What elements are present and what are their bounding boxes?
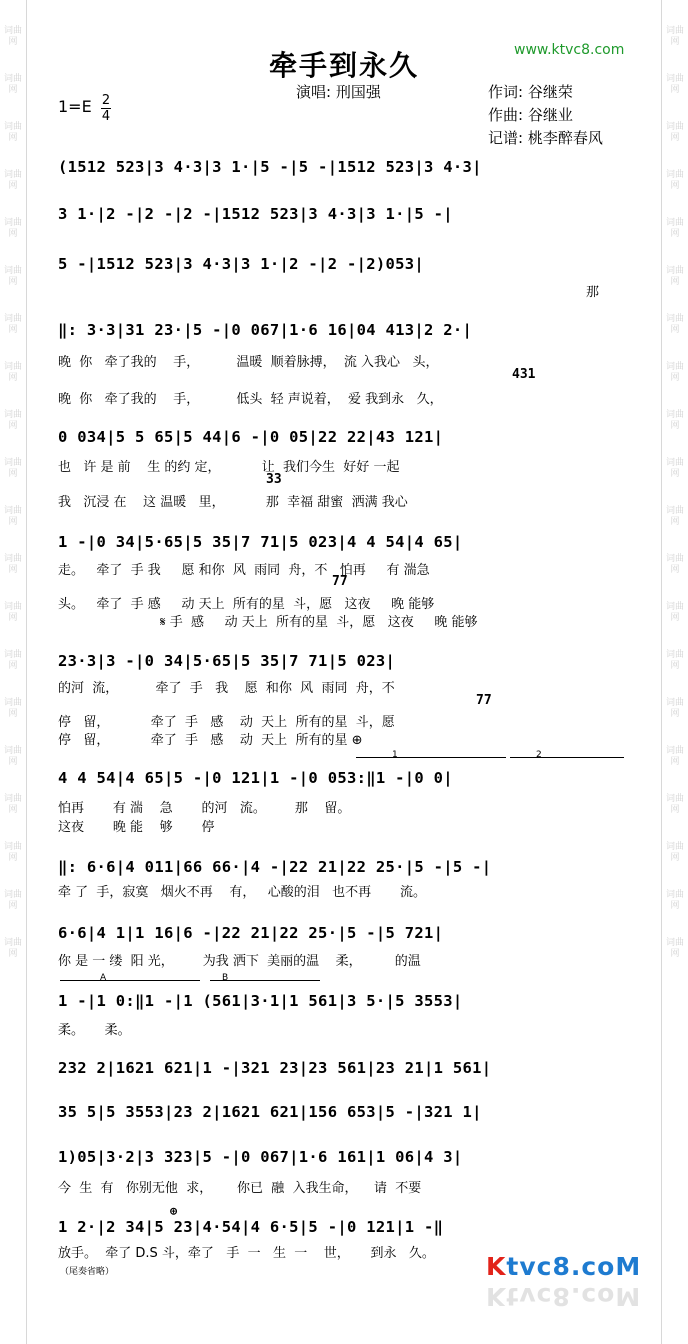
watermark-text: 词曲网 — [3, 218, 22, 239]
watermark-text: 词曲网 — [665, 506, 684, 527]
volta-bracket-2 — [510, 757, 624, 758]
score-line: 35 5|5 3553|23 2|1621 621|156 653|5 -|321 1| — [58, 1103, 482, 1121]
alt-notes: 77 — [476, 693, 492, 708]
score-line: 5 -|1512 523|3 4·3|3 1·|2 -|2 -|2)053| — [58, 255, 425, 273]
score-line: 4 4 54|4 65|5 -|0 121|1 -|0 053:‖1 -|0 0| — [58, 769, 453, 787]
logo-reflection-letter: K — [486, 1282, 507, 1311]
watermark-text: 词曲网 — [3, 26, 22, 47]
singer-credit: 演唱: 刑国强 — [296, 83, 381, 101]
watermark-text: 词曲网 — [3, 74, 22, 95]
time-signature-bottom: 4 — [101, 109, 111, 124]
watermark-text: 词曲网 — [3, 458, 22, 479]
watermark-text: 词曲网 — [3, 506, 22, 527]
composer-credit: 作曲: 谷继业 — [488, 106, 573, 124]
logo-letter: K — [486, 1252, 507, 1281]
watermark-text: 词曲网 — [665, 74, 684, 95]
score-line: 1 -|1 0:‖1 -|1 (561|3·1|1 561|3 5·|5 3553| — [58, 992, 463, 1010]
alt-notes: 431 — [512, 367, 536, 382]
volta-bracket-a — [60, 980, 200, 981]
score-line: 232 2|1621 621|1 -|321 23|23 561|23 21|1 561| — [58, 1059, 492, 1077]
watermark-text: 词曲网 — [665, 218, 684, 239]
watermark-text: 词曲网 — [665, 314, 684, 335]
watermark-text: 词曲网 — [3, 362, 22, 383]
watermark-text: 词曲网 — [3, 170, 22, 191]
lyric-line: 走。 牵了 手 我 愿 和你 风 雨同 舟，不 怕再 有 湍急 — [58, 563, 430, 578]
lyric-line: 那 — [586, 285, 600, 300]
watermark-text: 词曲网 — [665, 890, 684, 911]
time-signature — [101, 94, 111, 123]
lyric-line: 柔。 柔。 — [58, 1023, 131, 1038]
score-line: 1)05|3·2|3 323|5 -|0 067|1·6 161|1 06|4 3| — [58, 1148, 463, 1166]
score-line: ‖: 3·3|31 23·|5 -|0 067|1·6 16|04 413|2 2·| — [58, 321, 473, 339]
score-line: 3 1·|2 -|2 -|2 -|1512 523|3 4·3|3 1·|5 -| — [58, 205, 453, 223]
watermark-text: 词曲网 — [665, 362, 684, 383]
score-line: 1 -|0 34|5·65|5 35|7 71|5 023|4 4 54|4 65| — [58, 533, 463, 551]
watermark-text: 词曲网 — [665, 266, 684, 287]
watermark-text: 词曲网 — [3, 410, 22, 431]
lyric-line: 牵 了 手，寂寞 烟火不再 有， 心酸的泪 也不再 流。 — [58, 885, 427, 900]
score-line: 23·3|3 -|0 34|5·65|5 35|7 71|5 023| — [58, 652, 396, 670]
watermark-text: 词曲网 — [665, 794, 684, 815]
lyric-line: 也 许 是 前 生 的约 定， 让 我们今生 好好 一起 — [58, 460, 400, 475]
lyric-line: 放手。 牵了 D.S 斗，牵了 手 一 生 一 世， 到永 久。 — [58, 1246, 435, 1261]
watermark-text: 词曲网 — [3, 938, 22, 959]
lyric-line: 我 沉浸 在 这 温暖 里， 那 幸福 甜蜜 洒满 我心 — [58, 495, 408, 510]
lyric-line: 停 留， 牵了 手 感 动 天上 所有的星 ⊕ — [58, 733, 363, 748]
watermark-text: 词曲网 — [3, 314, 22, 335]
outro-omitted-note: （尾奏省略） — [60, 1267, 115, 1277]
score-line: 1 2·|2 34|5 23|4·54|4 6·5|5 -|0 121|1 -‖ — [58, 1218, 444, 1236]
lyric-line: 头。 牵了 手 感 动 天上 所有的星 斗，愿 这夜 晚 能够 — [58, 597, 435, 612]
watermark-text: 词曲网 — [665, 458, 684, 479]
transcriber-credit: 记谱: 桃李醉春风 — [488, 129, 603, 147]
watermark-text: 词曲网 — [3, 746, 22, 767]
watermark-text: 词曲网 — [665, 26, 684, 47]
volta-label: 2 — [536, 750, 542, 760]
lyric-line: 停 留， 牵了 手 感 动 天上 所有的星 斗，愿 — [58, 715, 395, 730]
score-line: (1512 523|3 4·3|3 1·|5 -|5 -|1512 523|3 4·3| — [58, 158, 482, 176]
lyric-line: 怕再 有 湍 急 的河 流。 那 留。 — [58, 801, 351, 816]
watermark-text: 词曲网 — [3, 602, 22, 623]
watermark-text: 词曲网 — [3, 266, 22, 287]
watermark-text: 词曲网 — [665, 122, 684, 143]
key-signature: 1=E — [58, 97, 92, 116]
watermark-text: 词曲网 — [3, 122, 22, 143]
watermark-text: 词曲网 — [3, 698, 22, 719]
volta-label: B — [222, 973, 229, 983]
alt-notes: 33 — [266, 472, 282, 487]
watermark-text: 词曲网 — [3, 554, 22, 575]
coda-sign: ⊕ — [170, 1204, 178, 1218]
site-logo[interactable] — [486, 1252, 641, 1281]
watermark-text: 词曲网 — [665, 602, 684, 623]
watermark-text: 词曲网 — [665, 698, 684, 719]
volta-bracket-1 — [356, 757, 506, 758]
lyric-line: 晚 你 牵了我的 手， 温暖 顺着脉搏， 流 入我心 头， — [58, 355, 439, 370]
watermark-text: 词曲网 — [665, 842, 684, 863]
left-watermark-strip — [0, 0, 27, 1344]
watermark-text: 词曲网 — [3, 650, 22, 671]
watermark-text: 词曲网 — [3, 842, 22, 863]
song-title: 牵手到永久 — [268, 49, 419, 82]
lyric-line: 这夜 晚 能 够 停 — [58, 820, 215, 835]
lyricist-credit: 作词: 谷继荣 — [488, 83, 573, 101]
score-line: ‖: 6·6|4 011|66 66·|4 -|22 21|22 25·|5 -|5 -| — [58, 858, 492, 876]
watermark-text: 词曲网 — [665, 746, 684, 767]
watermark-text: 词曲网 — [3, 794, 22, 815]
watermark-text: 词曲网 — [665, 554, 684, 575]
lyric-line: 今 生 有 你别无他 求， 你已 融 入我生命， 请 不要 — [58, 1181, 422, 1196]
volta-label: 1 — [392, 750, 398, 760]
time-signature-top: 2 — [101, 93, 111, 108]
watermark-text: 词曲网 — [665, 170, 684, 191]
lyric-line: 你 是 一 缕 阳 光， 为我 洒下 美丽的温 柔， 的温 — [58, 954, 421, 969]
watermark-text: 词曲网 — [665, 938, 684, 959]
watermark-text: 词曲网 — [3, 890, 22, 911]
lyric-line: 𝄋 手 感 动 天上 所有的星 斗，愿 这夜 晚 能够 — [160, 615, 478, 630]
logo-text: tvc8.coM — [506, 1252, 642, 1281]
alt-notes: 77 — [332, 574, 348, 589]
site-url-link[interactable]: www.ktvc8.com — [514, 42, 625, 58]
watermark-text: 词曲网 — [665, 650, 684, 671]
score-line: 0 034|5 5 65|5 44|6 -|0 05|22 22|43 121| — [58, 428, 444, 446]
lyric-line: 的河 流， 牵了 手 我 愿 和你 风 雨同 舟，不 — [58, 681, 395, 696]
site-logo-reflection — [486, 1282, 641, 1311]
lyric-line: 晚 你 牵了我的 手， 低头 轻 声说着， 爱 我到永 久， — [58, 392, 443, 407]
right-watermark-strip — [661, 0, 688, 1344]
logo-reflection-text: tvc8.coM — [506, 1282, 642, 1311]
score-line: 6·6|4 1|1 16|6 -|22 21|22 25·|5 -|5 721| — [58, 924, 444, 942]
watermark-text: 词曲网 — [665, 410, 684, 431]
volta-label: A — [100, 973, 107, 983]
